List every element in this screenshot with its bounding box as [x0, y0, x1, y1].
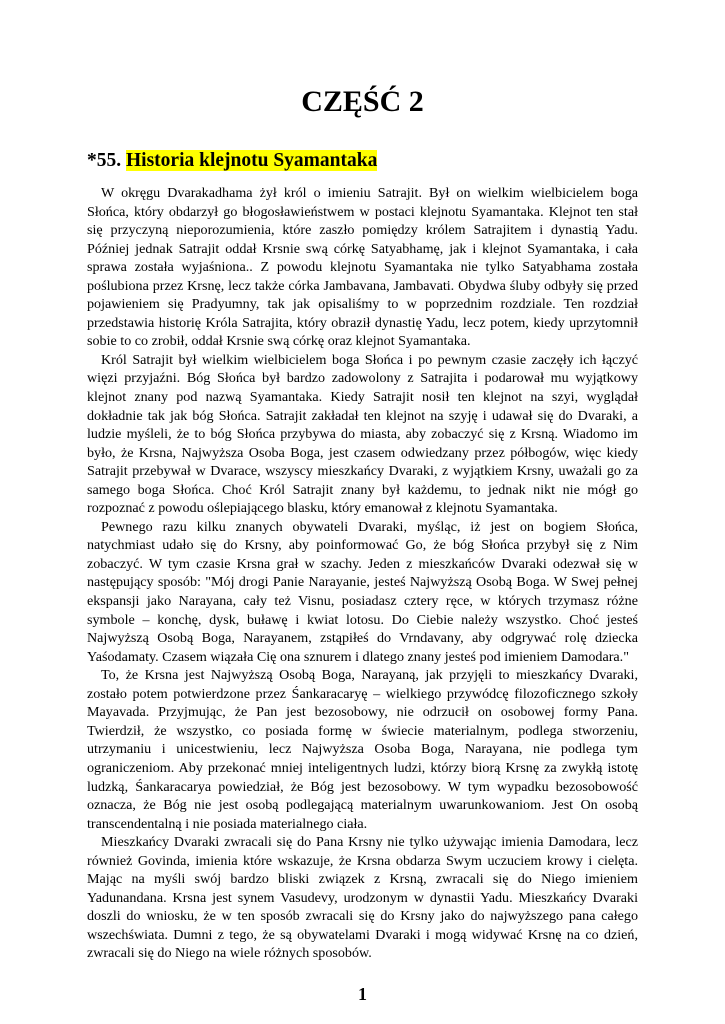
- body-text: [87, 184, 638, 963]
- paragraph-5: Mieszkańcy Dvaraki zwracali się do Pana Krsny nie tylko używając imienia Damodara, lecz również Govinda, imienia które wskazuje, że Krsna obdarza Swym uczuciem krowy i cielęta. Mając na myśli swój bardzo bliski związek z Krsną, zwracali się do Niego imieniem Yadunandana. Krsna jest synem Vasudevy, urodzonym w dynastii Yadu. Mieszkańcy Dvaraki doszli do wniosku, że w ten sposób zwracali się do Krsny jako do najwyższego pana całego wszechświata. Dumni z tego, że są obywatelami Dvaraki i mogą widywać Krsnę na co dzień, zwracali się do Niego na wiele różnych sposobów.: [87, 834, 638, 962]
- paragraph-4: To, że Krsna jest Najwyższą Osobą Boga, Narayaną, jak przyjęli to mieszkańcy Dvaraki, zostało potem potwierdzone przez Śankaracaryę – wielkiego przywódcę filozoficznego szkoły Mayavada. Przyjmując, że Pan jest bezosobowy, nie odrzucił on osobowej formy Pana. Twierdził, że wszystko, co posiada formę w świecie materialnym, podlega stworzeniu, utrzymaniu i unicestwieniu, lecz Najwyższa Osoba Boga, Narayana, nie podlega tym ograniczeniom. Aby przekonać mniej inteligentnych ludzi, którzy biorą Krsnę za zwykłą istotę ludzką, Śankaracarya powiedział, że Bóg jest bezosobowy. W tym wypadku bezosobowość oznacza, że Bóg nie jest osobą podlegającą materialnym uwarunkowaniom. Jest On osobą transcendentalną i nie posiada materialnego ciała.: [87, 667, 638, 832]
- chapter-title-text: Historia klejnotu Syamantaka: [126, 150, 378, 171]
- paragraph-1: W okręgu Dvarakadhama żył król o imieniu Satrajit. Był on wielkim wielbicielem boga Słońca, który obdarzył go błogosławieństwem w postaci klejnotu Syamantaka. Klejnot ten stał się przyczyną nieporozumienia, które zaszło pomiędzy królem Satrajitem i dynastią Yadu. Później jednak Satrajit oddał Krsnie swą córkę Satyabhamę, jak i klejnot Syamantaka, i cała sprawa została wyjaśniona.. Z powodu klejnotu Syamantaka nie tylko Satyabhama została poślubiona przez Krsnę, lecz także córka Jambavana, Jambavati. Obydwa śluby odbyły się przed pojawieniem się Pradyumny, tak jak opisaliśmy to w poprzednim rozdziale. Ten rozdział przedstawia historię Króla Satrajita, który obraził dynastię Yadu, lecz potem, kiedy uprzytomnił sobie to co zrobił, oddał Krsnie swą córkę oraz klejnot Syamantaka.: [87, 185, 638, 350]
- paragraph-2: Król Satrajit był wielkim wielbicielem boga Słońca i po pewnym czasie zaczęły ich łączyć więzi przyjaźni. Bóg Słońca był bardzo zadowolony z Satrajita i podarował mu wyjątkowy klejnot znany pod nazwą Syamantaka. Kiedy Satrajit nosił ten klejnot na szyi, wyglądał dokładnie tak jak bóg Słońca. Satrajit zakładał ten klejnot na szyję i udawał się do Dvaraki, a ludzie myśleli, że to bóg Słońca przybywa do miasta, aby zobaczyć się z Krsną. Wiadomo im było, że Krsna, Najwyższa Osoba Boga, jest czasem odwiedzany przez półbogów, więc kiedy Satrajit przebywał w Dvarace, wszyscy mieszkańcy Dvaraki, z wyjątkiem Krsny, uważali go za samego boga Słońca. Choć Król Satrajit znany był każdemu, to jednak nikt nie mógł go rozpoznać z powodu oślepiającego blasku, który emanował z klejnotu Syamantaka.: [87, 351, 638, 517]
- paragraph-3: Pewnego razu kilku znanych obywateli Dvaraki, myśląc, iż jest on bogiem Słońca, natychmiast udało się do Krsny, aby poinformować Go, że bóg Słońca przybył się z Nim zobaczyć. W tym czasie Krsna grał w szachy. Jeden z mieszkańców Dvaraki odezwał się w następujący sposób: "Mój drogi Panie Narayanie, jesteś Najwyższą Osobą Boga. W Swej pełnej ekspansji jako Narayana, cały też Visnu, posiadasz cztery ręce, w których trzymasz różne symbole – konchę, dysk, buławę i kwiat lotosu. Do Ciebie należy wszystko. Choć jesteś Najwyższą Osobą Boga, Narayanem, zstąpiłeś do Vrndavany, aby odgrywać rolę dziecka Yaśodamaty. Czasem wiązała Cię ona sznurem i dlatego znany jesteś pod imieniem Damodara.": [87, 518, 638, 665]
- chapter-title: [87, 148, 377, 174]
- chapter-number: *55.: [87, 150, 122, 171]
- part-title: CZĘŚĆ 2: [301, 85, 424, 118]
- page-number: 1: [358, 984, 367, 1004]
